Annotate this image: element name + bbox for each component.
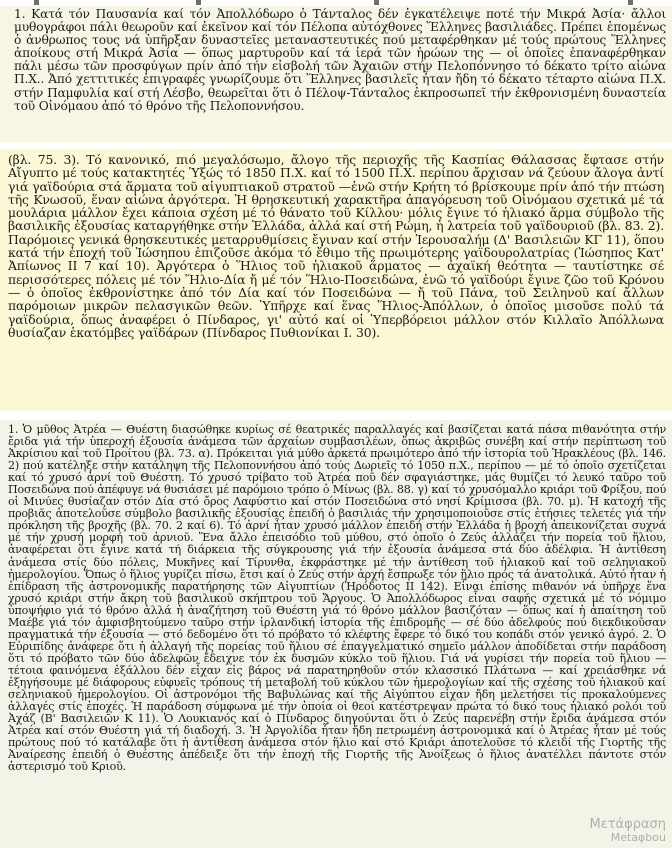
scanned-text-clip-3 — [0, 420, 672, 848]
footnote-paragraph: 1. Ὁ μῦθος Ἀτρέα — Θυέστη διασώθηκε κυρίως σέ θεατρικές παραλλαγές καί βασίζεται κατά πάσα πιθανότητα στήν ἔριδα γιά τήν ὑπεροχή ἐξουσία ἀνάμεσα τῶν ἀρχαίων συμβασιλέων, ὅπως ἀκριβῶς συνέβη καί στήν περίπτωση τοῦ Ἀκρίσιου καί τοῦ Προίτου (βλ. 73. α). Πρόκειται γιά μύθο ἀρκετά πρωιμότερο ἀπό τήν ἱστορία τοῦ Ἡρακλέους (βλ. 146. 2) πού κατέληξε στήν κατάληψη τῆς Πελοποννήσου ἀπό τούς Δωριεῖς τό 1050 π.Χ., περίπου — μέ τό ὁποῖο σχετίζεται καί τό χρυσό ἀρνί τοῦ Θυέστη. Τό χρυσό τρίβατο τοῦ Ἀτρέα ποῦ δέν σφαγιάστηκε, μάς θυμίζει τό λευκό ταῦρο τοῦ Ποσειδώνα πού ἀπέφυγε νά θυσιάσει μέ παρόμοιο τρόπο ὁ Μίνως (βλ. 88. γ) καί τό χρυσόμαλλο κριάρι τοῦ Φρίξου, πού οἱ Μινύες θυσίαζαν στόν Δία στό ὄρος Λαφύστιο καί στόν Ποσειδώνα στό νησί Κρίμισσα (βλ. 70. μ). Ἡ κατοχή τῆς προβιᾶς ἀποτελοῦσε σύμβολο βασιλικῆς ἐξουσίας ἐπειδή ὁ βασιλιάς τήν χρησιμοποιοῦσε στίς ἐτήσιες τελετές γιά τήν πρόκληση τῆς βροχῆς (βλ. 70. 2 καί 6). Τό ἀρνί ἦταν χρυσό μάλλον ἐπειδή στήν Ἑλλάδα ἡ βροχή ἀπεικονίζεται συχνά μέ τήν χρυσή μορφή τοῦ ἀρνιοῦ. Ἕνα ἄλλο ἐπεισόδιο τοῦ μύθου, στό ὁποῖο ὁ Ζεύς ἀλλάζει τήν πορεία τοῦ ἥλιου, ἀναφέρεται ὅτι ἔγινε κατά τή διάρκεια τῆς σύγκρουσης γιά τήν ἐξουσία ἀνάμεσα στά δύο ἀδέλφια. Ἡ ἀντίθεση ἀνάμεσα στίς δύο πόλεις, Μυκῆνες καί Τίρυνθα, ἐκφράστηκε μέ τήν ἀντίθεση τοῦ ἡλιακοῦ καί τοῦ σεληνιακοῦ ἡμερολογίου. Ὅπως ὁ ἥλιος γυρίζει πίσω, ἔτσι καί ὁ Ζεύς στήν ἀρχή ἔσπρωξε τόν ἥλιο πρός τά ἀνατολικά. Αὐτό ἦταν ἡ ἐπίδραση τῆς ἀστρονομικῆς παρατήρησης τῶν Αἰγυπτίων (Ἡρόδοτος ΙΙ 142). Εἶναι ἐπίσης πιθανόν νά ὑπῆρχε ἕνα χρυσό κριάρι στήν ἄκρη τοῦ βασιλικοῦ σκήπτρου τοῦ Ἄργους. Ὁ Ἀπολλόδωρος εἶναι σαφής σχετικά μέ τό νόμιμο ὑποψήφιο γιά τό θρόνο ἀλλά ἡ ἀναζήτηση τοῦ Θυέστη γιά τό θρόνο μάλλον βασιζόταν — ὅπως καί ἡ ἀπαίτηση τοῦ Μαέβε γιά τόν ἀμφισβητούμενο ταῦρο στήν ἰρλανδική ἱστορία τῆς ἐπιδρομῆς — σέ δύο ἀδελφούς πού διεκδικοῦσαν πραγματικά τήν ἐξουσία — στό δεδομένο ὅτι τό πρόβατο τό κλέφτης ἔφερε τό δικό του κοπάδι στόν γενικό ἀγρό. 2. Ὁ Εὐριπίδης ἀνάφερε ὅτι ἡ ἀλλαγή τῆς πορείας τοῦ ἥλιου σέ ἐπαγγελματικό σημεῖο μάλλον ἀποδίδεται στήν παράδοση ὅτι τό πρόβατο τῶν δύο ἀδελφῶν ἔδειχνε τόν ἐκ δυσμῶν κύκλο τοῦ ἥλιου. Γιά νά γυρίσει τήν πορεία τοῦ ἥλιου — τέτοια φαινόμενα ἐξάλλου δέν εἶχαν εἰς βάρος νά παρατηρηθοῦν στόν κλασσικό Πλάτωνα — καί χρειάσθηκε νά ἐξηγήσουμε μέ διάφορους εὐφυεῖς τρόπους τή μεταβολή τοῦ κύκλου τῶν ἡμερολογίων καί τῆς σχέσης τοῦ ἡλιακοῦ καί σεληνιακοῦ ἡμερολογίου. Οἱ ἀστρονόμοι τῆς Βαβυλώνας καί τῆς Αἰγύπτου εἶχαν ἤδη μελετήσει τίς προκαλούμενες ἀλλαγές στίς ἐποχές. Ἡ παράδοση σύμφωνα μέ τήν ὁποία οἱ θεοί κατέστρεψαν πρώτα τό δικό τους ἡλιακό ρολόι τοῦ Ἀχάζ (Β' Βασιλειῶν Κ 11). Ὁ Λουκιανός καί ὁ Πίνδαρος διηγούνται ὅτι ὁ Ζεύς παρενέβη στήν ἔριδα ἀνάμεσα στόν Ἀτρέα καί στόν Θυέστη γιά τή διαδοχή. 3. Ἡ Ἀργολίδα ἦταν ἤδη πετρωμένη ἀστρονομικά καί ὁ Ἀτρέας ἦταν μέ τούς πρώτους πού τό κατάλαβε ὅτι ἡ ἀντίθεση ἀνάμεσα στόν ἥλιο καί στό Κριάρι ἀποτελοῦσε τό κλειδί τῆς Γιορτῆς τῆς Ἀναίρεσης ἐπειδή ὁ Θυέστης ἀπέδειξε ὅτι τήν ἐποχή τῆς Γιορτῆς τῆς Ἀνοίξεως ὁ ἥλιος ἀνατέλλει πάντοτε στόν ἀστερισμό τοῦ Κριοῦ. — [8, 423, 666, 774]
clip-separator — [0, 411, 672, 420]
watermark-line: Μετάφραση — [589, 817, 666, 832]
edge-mark — [34, 0, 39, 5]
scanned-text-clip-2 — [0, 149, 672, 411]
footnote-paragraph: (βλ. 75. 3). Τό κανονικό, πιό μεγαλόσωμο, ἄλογο τῆς περιοχῆς τῆς Κασπίας Θάλασσας ἔφτασε στήν Αἴγυπτο μέ τούς κατακτητές Ὑξώς τό 1850 Π.Χ. καί τό 1500 Π.Χ. περίπου ἄρχισαν νά ζεύουν ἄλογα ἀντί γιά γαϊδούρια στά ἅρματα τοῦ αἰγυπτιακοῦ στρατοῦ —ἐνῶ στήν Κρήτη τό βρίσκουμε πρίν ἀπό τήν πτώση τῆς Κνωσοῦ, ἕναν αἰώνα ἀργότερα. Ἡ θρησκευτική χαρακτῆρα ἀπαγόρευση τοῦ Οἰνόμαου σχετικά μέ τά μουλάρια μάλλον ἔχει κάποια σχέση μέ τό θάνατο τοῦ Κίλλου· μόλις ἔγινε τό ἡλιακό ἅρμα σύμβολο τῆς βασιλικῆς ἐξουσίας καταργήθηκε στήν Ἑλλάδα, ἀλλά καί στή Ρώμη, ἡ λατρεία τοῦ γαϊδουριοῦ (βλ. 83. 2). Παρόμοιες γενικά θρησκευτικές μεταρρυθμίσεις ἔγιναν καί στήν Ἱερουσαλήμ (Δ' Βασιλειῶν ΚΓ 11), ὅπου κατά τήν ἐποχή τοῦ Ἰώσηπου ἐπιζοῦσε ἀκόμα τό ἔθιμο τῆς πρωιμότερης γαϊδουρολατρίας (Ἰώσηπος Κατ' Ἀπίωνος ΙΙ 7 καί 10). Ἀργότερα ὁ Ἥλιος τοῦ ἡλιακοῦ ἅρματος — ἀχαϊκή θεότητα — ταυτίστηκε σέ περισσότερες πόλεις μέ τόν Ἥλιο-Δία ἤ μέ τόν Ἥλιο-Ποσειδώνα, ἐνῶ τό γαϊδούρι ἔγινε ζῶο τοῦ Κρόνου — ὁ ὁποῖος ἐκθρονίστηκε ἀπό τόν Δία καί τόν Ποσειδώνα — ἤ τοῦ Πάνα, τοῦ Σειληνοῦ καί ἄλλων παρόμοιων μικρῶν πελασγικῶν θεῶν. Ὑπῆρχε καί ἕνας Ἥλιος-Ἀπόλλων, ὁ ὁποῖος μισοῦσε πολύ τά γαϊδούρια, ὅπως ἀναφέρει ὁ Πίνδαρος, γι' αὐτό καί οἱ Ὑπερβόρειοι μάλλον στόν Κιλλαῖο Ἀπόλλωνα θυσίαζαν ἑκατόμβες γαϊδάρων (Πίνδαρος Πυθιονίκαι Ι. 30). — [8, 152, 664, 340]
edge-mark — [196, 0, 201, 5]
watermark-line: Metaφbou — [610, 831, 666, 844]
scanned-text-clip-1 — [0, 6, 672, 142]
clip-separator — [0, 142, 672, 149]
watermark — [589, 818, 666, 844]
edge-mark — [628, 0, 633, 5]
footnote-paragraph: 1. Κατά τόν Παυσανία καί τόν Ἀπολλόδωρο ὁ Τάνταλος δέν ἐγκατέλειψε ποτέ τήν Μικρά Ἀσία· ἄλλοι μυθογράφοι πάλι θεωροῦν καί ἐκεῖνον καί τόν Πέλοπα αὐτόχθονες Ἕλληνες βασιλιάδες. Πρέπει ἑπομένως ὁ ἀνθρωπος τους νά ὑπῆρξαν δυναστεῖες μεταναστευτικές πού μεταφέρθηκαν μέ τούς πρώτους Ἕλληνες ἀποίκους στή Μικρά Ἀσία — ὅπως μαρτυροῦν καί τά ἱερά τῶν ἡρώων της — οἱ ὁποῖες ἐπαναφέρθηκαν πάλι μέσω τῶν προσφύγων πρίν ἀπό τήν εἰσβολή τῶν Ἀχαιῶν στήν Πελοπόννησο τό δέκατο τρίτο αἰώνα Π.Χ.. Ἀπό χεττιτικές ἐπιγραφές γνωρίζουμε ὅτι Ἕλληνες βασιλεῖς ἦταν ἤδη τό δέκατο τέταρτο αἰώνα Π.Χ. στήν Παμφυλία καί στή Λέσβο, θεωρεῖται ὅτι ὁ Πέλοψ-Τάνταλος ἐκπροσωπεῖ τήν ἐκθρονισμένη δυναστεία τοῦ Οἰνόμαου ἀπό τό θρόνο τῆς Πελοποννήσου. — [14, 7, 666, 113]
edge-mark — [374, 0, 379, 5]
